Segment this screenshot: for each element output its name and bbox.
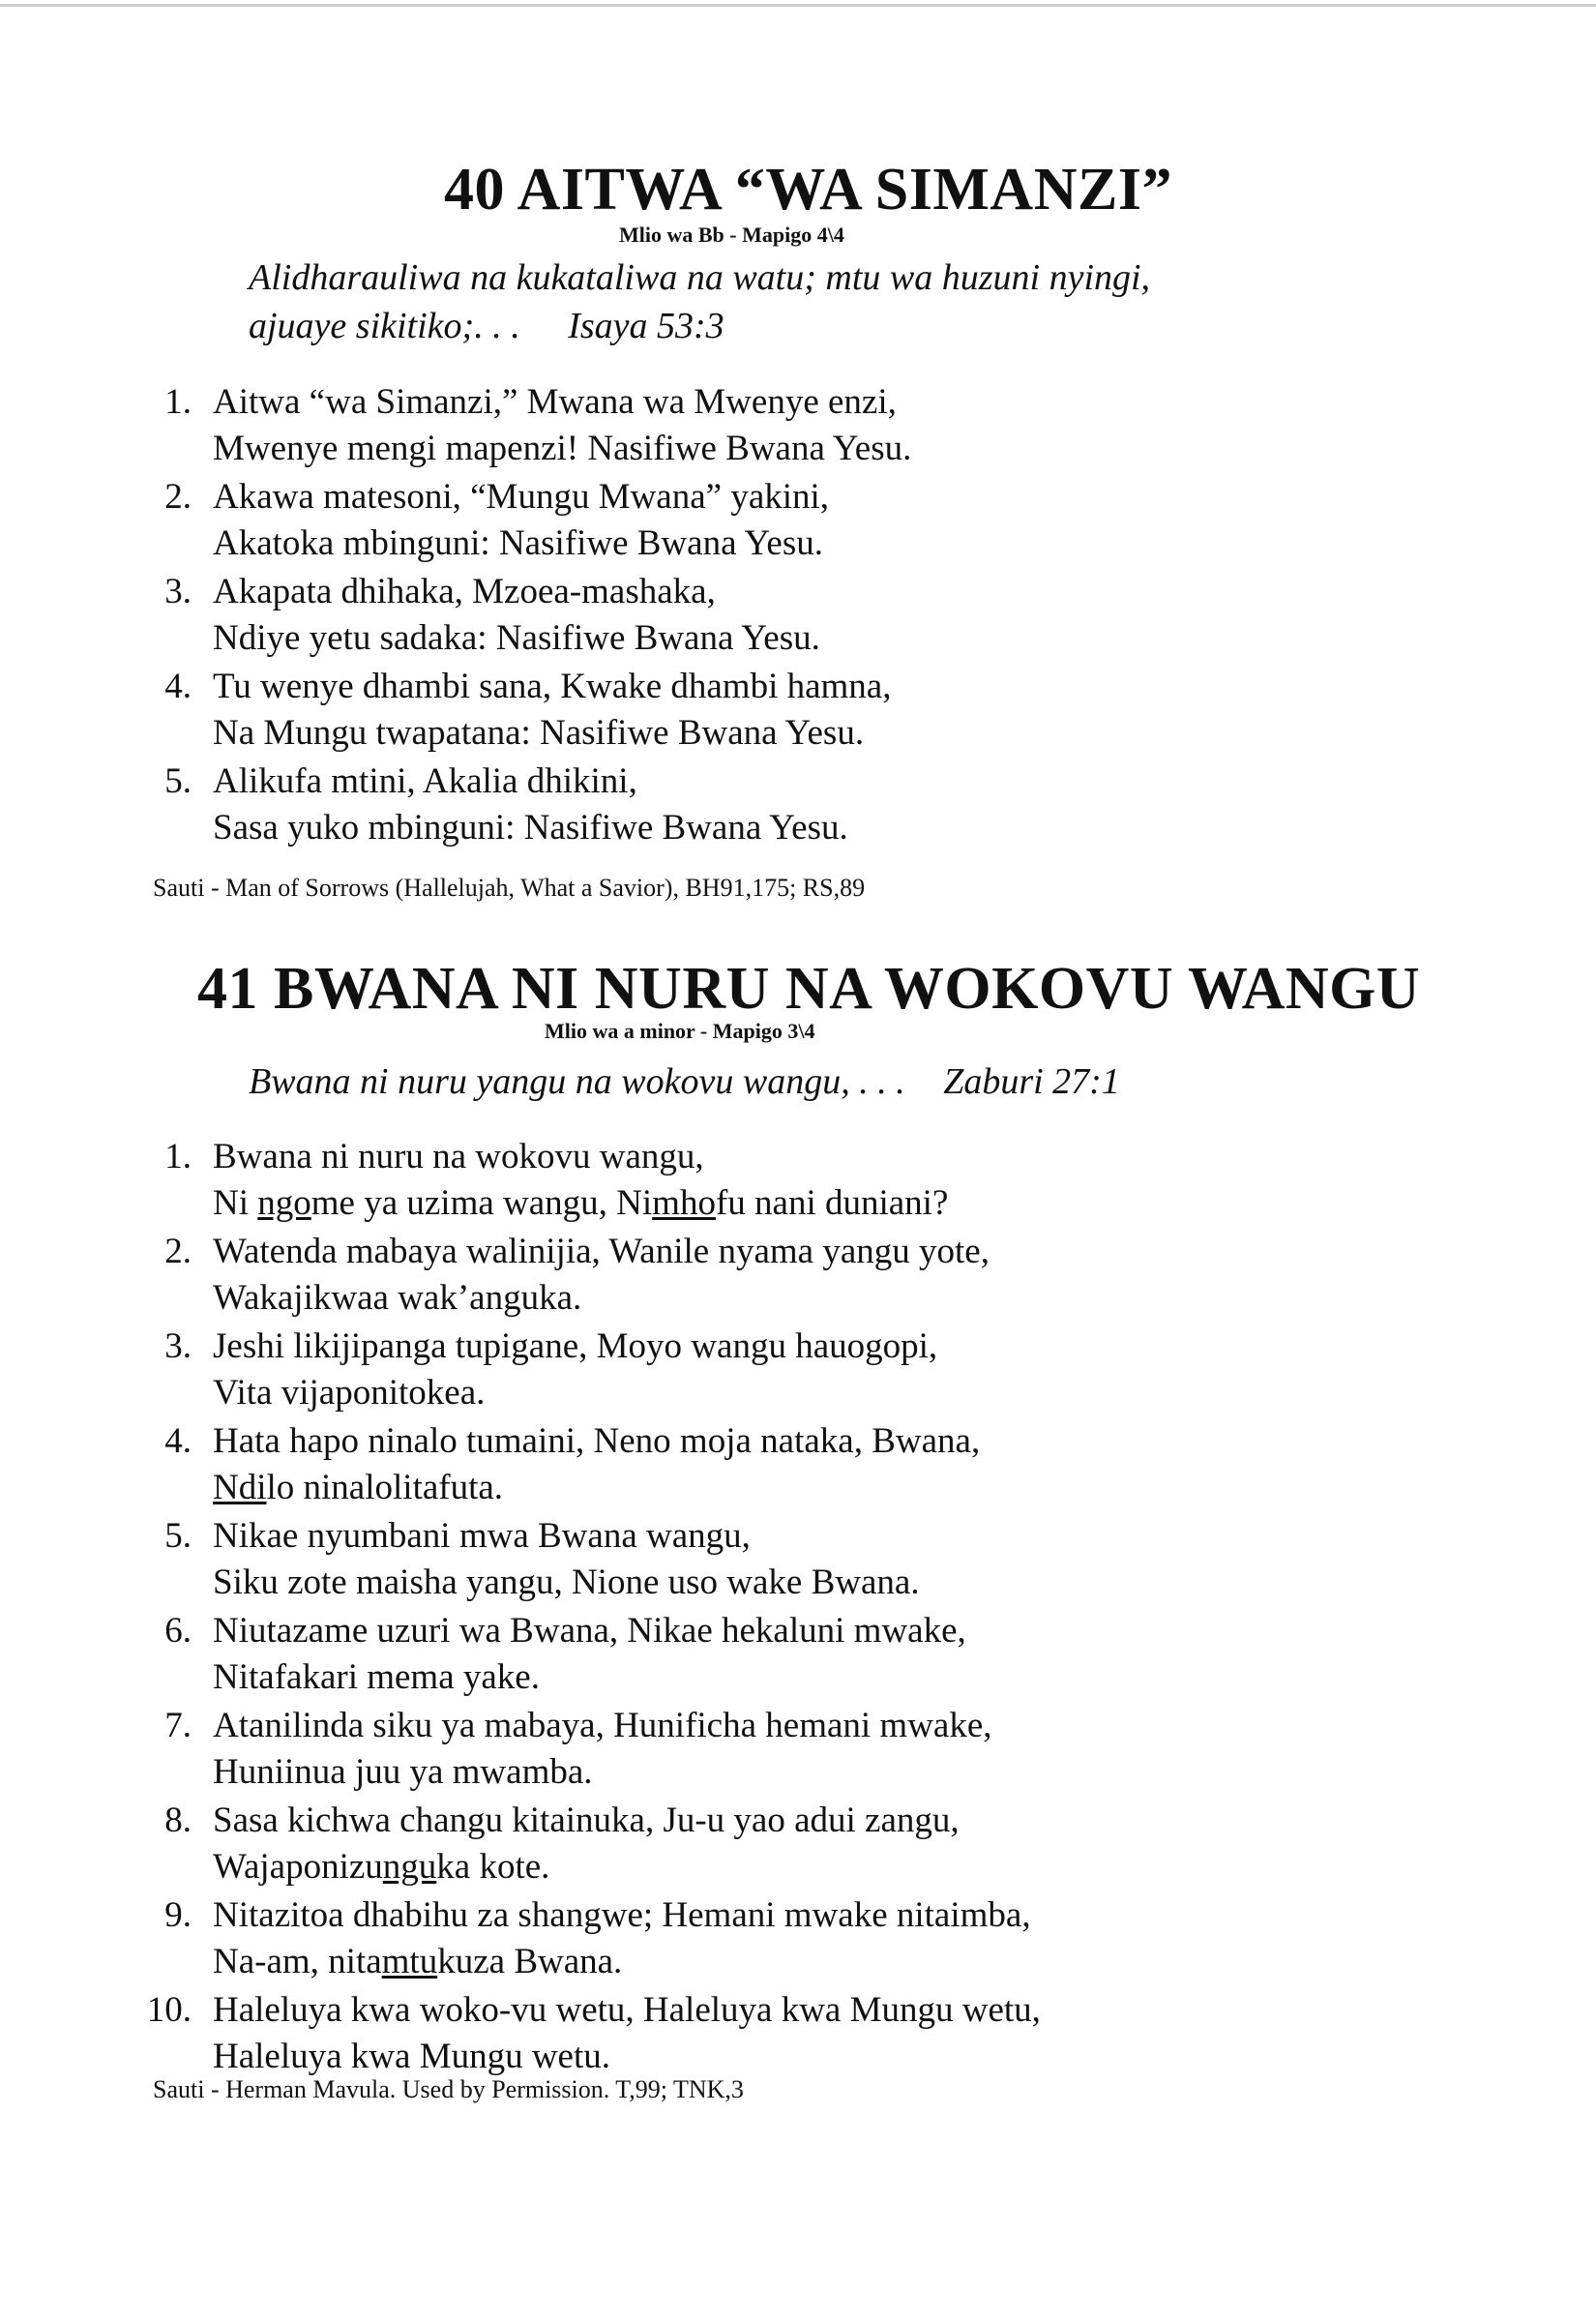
verse-number: 9. bbox=[164, 1895, 192, 1935]
verse-number: 2. bbox=[164, 477, 192, 517]
verse-number: 5. bbox=[164, 761, 192, 801]
verse-line: Alikufa mtini, Akalia dhikini, bbox=[213, 761, 637, 801]
verse-line: Ndiye yetu sadaka: Nasifiwe Bwana Yesu. bbox=[213, 618, 820, 658]
verse-line: Ni ngome ya uzima wangu, Nimhofu nani duniani? bbox=[213, 1183, 949, 1223]
verse-line: Ndilo ninalolitafuta. bbox=[213, 1468, 504, 1507]
verse-number: 10. bbox=[146, 1990, 192, 2030]
verse-line: Nitazitoa dhabihu za shangwe; Hemani mwake nitaimba, bbox=[213, 1895, 1031, 1935]
verse-line: Mwenye mengi mapenzi! Nasifiwe Bwana Yesu. bbox=[213, 429, 912, 468]
verse-6 bbox=[153, 1608, 1459, 1703]
verse-9 bbox=[153, 1892, 1459, 1987]
verse-number: 3. bbox=[164, 572, 192, 611]
verse-line: Watenda mabaya walinijia, Wanile nyama yangu yote, bbox=[213, 1232, 990, 1271]
verse-line: Siku zote maisha yangu, Nione uso wake Bwana. bbox=[213, 1563, 920, 1602]
verse-number: 1. bbox=[164, 1137, 192, 1176]
verse-line: Tu wenye dhambi sana, Kwake dhambi hamna, bbox=[213, 667, 892, 706]
hymn-40-title: 40 AITWA “WA SIMANZI” bbox=[444, 157, 1172, 223]
verse-number: 5. bbox=[164, 1516, 192, 1556]
verse-5 bbox=[153, 759, 1410, 853]
verse-number: 6. bbox=[164, 1611, 192, 1651]
verse-line: Atanilinda siku ya mabaya, Hunificha hemani mwake, bbox=[213, 1706, 992, 1745]
verse-line: Hata hapo ninalo tumaini, Neno moja nataka, Bwana, bbox=[213, 1421, 981, 1461]
verse-line: Na-am, nitamtukuza Bwana. bbox=[213, 1942, 623, 1981]
verse-line: Akawa matesoni, “Mungu Mwana” yakini, bbox=[213, 477, 830, 517]
verse-3 bbox=[153, 569, 1410, 664]
hymn-41-title: 41 BWANA NI NURU NA WOKOVU WANGU bbox=[197, 956, 1421, 1022]
hymn-40-meta: Mlio wa Bb - Mapigo 4\4 bbox=[619, 223, 844, 247]
hymn-40-verses bbox=[153, 379, 1410, 853]
verse-number: 1. bbox=[164, 382, 192, 422]
verse-number: 4. bbox=[164, 1421, 192, 1461]
verse-7 bbox=[153, 1703, 1459, 1798]
verse-3 bbox=[153, 1324, 1459, 1418]
verse-number: 8. bbox=[164, 1801, 192, 1840]
hymn-41-credit: Sauti - Herman Mavula. Used by Permission. T,99; TNK,3 bbox=[153, 2075, 744, 2103]
hymn-40-epigraph bbox=[249, 253, 1361, 350]
verse-4 bbox=[153, 1418, 1459, 1513]
epigraph-text: Bwana ni nuru yangu na wokovu wangu, . . . bbox=[249, 1061, 905, 1102]
hymn-40-credit: Sauti - Man of Sorrows (Hallelujah, What a Savior), BH91,175; RS,89 bbox=[153, 874, 866, 902]
verse-line: Akatoka mbinguni: Nasifiwe Bwana Yesu. bbox=[213, 523, 823, 563]
verse-2 bbox=[153, 474, 1410, 569]
verse-line: Huniinua juu ya mwamba. bbox=[213, 1752, 593, 1792]
top-rule bbox=[0, 4, 1596, 7]
hymn-41-verses bbox=[146, 1134, 1459, 2082]
verse-2 bbox=[153, 1229, 1459, 1324]
verse-line: Sasa kichwa changu kitainuka, Ju-u yao adui zangu, bbox=[213, 1801, 960, 1840]
verse-line: Sasa yuko mbinguni: Nasifiwe Bwana Yesu. bbox=[213, 808, 848, 848]
verse-line: Na Mungu twapatana: Nasifiwe Bwana Yesu. bbox=[213, 713, 865, 753]
verse-1 bbox=[153, 1134, 1459, 1229]
verse-line: Haleluya kwa woko-vu wetu, Haleluya kwa Mungu wetu, bbox=[213, 1990, 1041, 2030]
verse-line: Akapata dhihaka, Mzoea-mashaka, bbox=[213, 572, 716, 611]
verse-number: 2. bbox=[164, 1232, 192, 1271]
hymn-41-epigraph bbox=[249, 1057, 1120, 1106]
epigraph-ref: Zaburi 27:1 bbox=[943, 1061, 1120, 1102]
verse-8 bbox=[153, 1798, 1459, 1892]
epigraph-text-2: ajuaye sikitiko;. . . bbox=[249, 306, 520, 346]
verse-line: Nikae nyumbani mwa Bwana wangu, bbox=[213, 1516, 751, 1556]
verse-line: Aitwa “wa Simanzi,” Mwana wa Mwenye enzi, bbox=[213, 382, 897, 422]
verse-line: Niutazame uzuri wa Bwana, Nikae hekaluni mwake, bbox=[213, 1611, 966, 1651]
verse-5 bbox=[153, 1513, 1459, 1608]
epigraph-ref: Isaya 53:3 bbox=[568, 306, 724, 346]
verse-line: Nitafakari mema yake. bbox=[213, 1657, 540, 1697]
epigraph-text-1: Alidharauliwa na kukataliwa na watu; mtu wa huzuni nyingi, bbox=[249, 257, 1151, 298]
verse-line: Wakajikwaa wak’anguka. bbox=[213, 1278, 582, 1318]
verse-line: Wajaponizunguka kote. bbox=[213, 1847, 550, 1887]
verse-4 bbox=[153, 664, 1410, 759]
verse-line: Bwana ni nuru na wokovu wangu, bbox=[213, 1137, 704, 1176]
verse-line: Jeshi likijipanga tupigane, Moyo wangu hauogopi, bbox=[213, 1326, 938, 1366]
verse-line: Vita vijaponitokea. bbox=[213, 1373, 486, 1413]
verse-number: 7. bbox=[164, 1706, 192, 1745]
hymn-41-meta: Mlio wa a minor - Mapigo 3\4 bbox=[545, 1019, 815, 1043]
verse-1 bbox=[153, 379, 1410, 474]
verse-line: Haleluya kwa Mungu wetu. bbox=[213, 2037, 611, 2076]
verse-10 bbox=[146, 1987, 1459, 2082]
verse-number: 4. bbox=[164, 667, 192, 706]
verse-number: 3. bbox=[164, 1326, 192, 1366]
